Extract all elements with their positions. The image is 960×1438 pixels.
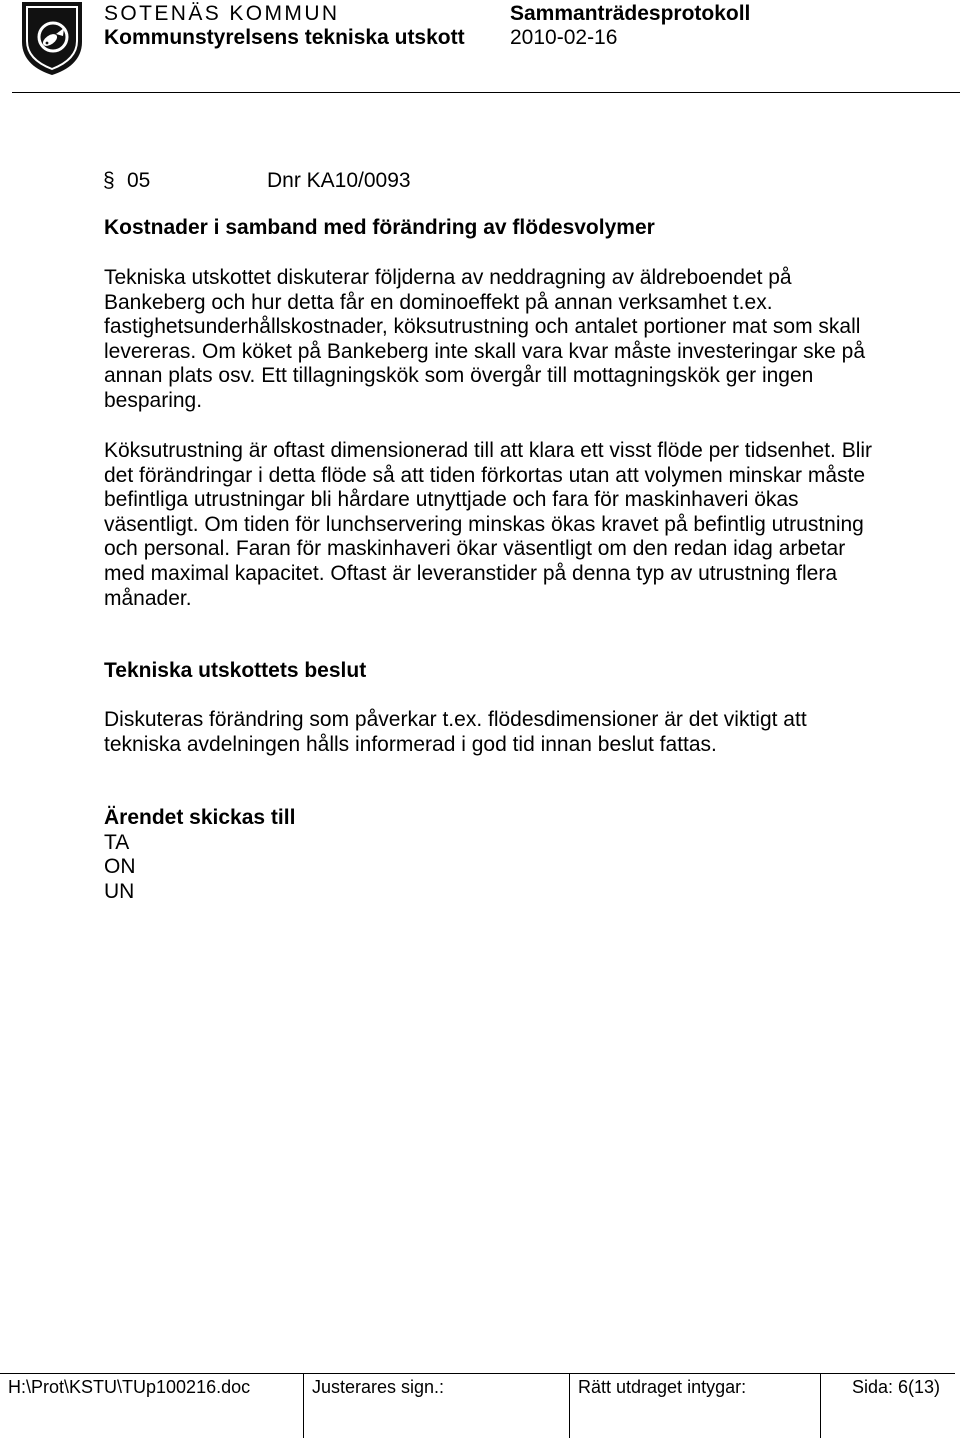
recipients-block (104, 806, 295, 904)
footer-page-number: Sida: 6(13) (820, 1374, 955, 1438)
paragraph-line: fastighetsunderhållskostnader, köksutrustning och antalet portioner mat som skall (104, 315, 861, 339)
paragraph-line: befintliga utrustningar bli hårdare utnyttjade och fara för maskinhaveri ökas (104, 488, 799, 512)
coat-of-arms-icon (20, 0, 84, 76)
meeting-date: 2010-02-16 (510, 26, 618, 49)
paragraph-line: Tekniska utskottet diskuterar följderna av neddragning av äldreboendet på (104, 266, 792, 289)
paragraph-symbol: § (103, 169, 115, 192)
decision-line: tekniska avdelningen hålls informerad i god tid innan beslut fattas. (104, 732, 717, 756)
footer-file-path: H:\Prot\KSTU\TUp100216.doc (8, 1377, 251, 1397)
paragraph-line: månader. (104, 586, 192, 610)
header-divider (12, 92, 960, 93)
paragraph-line: levereras. Om köket på Bankeberg inte skall vara kvar måste investeringar ske på (104, 339, 866, 363)
document-type: Sammanträdesprotokoll (510, 2, 751, 25)
section-number-row (0, 169, 960, 194)
paragraph-line: det förändringar i detta flöde så att tiden förkortas utan att volymen minskar måste (104, 463, 866, 487)
page-footer (0, 1373, 955, 1438)
section-number: 05 (127, 169, 151, 192)
diary-number: Dnr KA10/0093 (267, 169, 411, 192)
paragraph-line: väsentligt. Om tiden för lunchservering minskas ökas kravet på befintlig utrustning (104, 512, 864, 536)
paragraph-line: och personal. Faran för maskinhaveri ökar väsentligt om den redan idag arbetar (104, 537, 846, 561)
paragraph-line: Bankeberg och hur detta får en dominoeffekt på annan verksamhet t.ex. (104, 290, 773, 314)
municipality-name: SOTENÄS KOMMUN (104, 2, 340, 25)
paragraph-2 (104, 439, 872, 611)
paragraph-line: besparing. (104, 388, 203, 412)
recipient-item: TA (104, 830, 130, 854)
recipients-heading: Ärendet skickas till (104, 806, 296, 829)
paragraph-1 (104, 266, 865, 414)
section-title: Kostnader i samband med förändring av flödesvolymer (104, 216, 655, 239)
decision-heading: Tekniska utskottets beslut (104, 659, 367, 682)
paragraph-line: med maximal kapacitet. Oftast är leveranstider på denna typ av utrustning flera (104, 561, 838, 585)
committee-name: Kommunstyrelsens tekniska utskott (104, 26, 465, 49)
decision-text (104, 708, 807, 757)
recipient-item: UN (104, 879, 135, 903)
footer-certification-label: Rätt utdraget intygar: (569, 1374, 820, 1438)
decision-line: Diskuteras förändring som påverkar t.ex. flödesdimensioner är det viktigt att (104, 708, 807, 731)
paragraph-line: Köksutrustning är oftast dimensionerad till att klara ett visst flöde per tidsenhet. Blir (104, 439, 873, 462)
paragraph-line: annan plats osv. Ett tillagningskök som övergår till mottagningskök ger ingen (104, 364, 814, 388)
recipient-item: ON (104, 855, 136, 879)
footer-signature-label: Justerares sign.: (303, 1374, 569, 1438)
